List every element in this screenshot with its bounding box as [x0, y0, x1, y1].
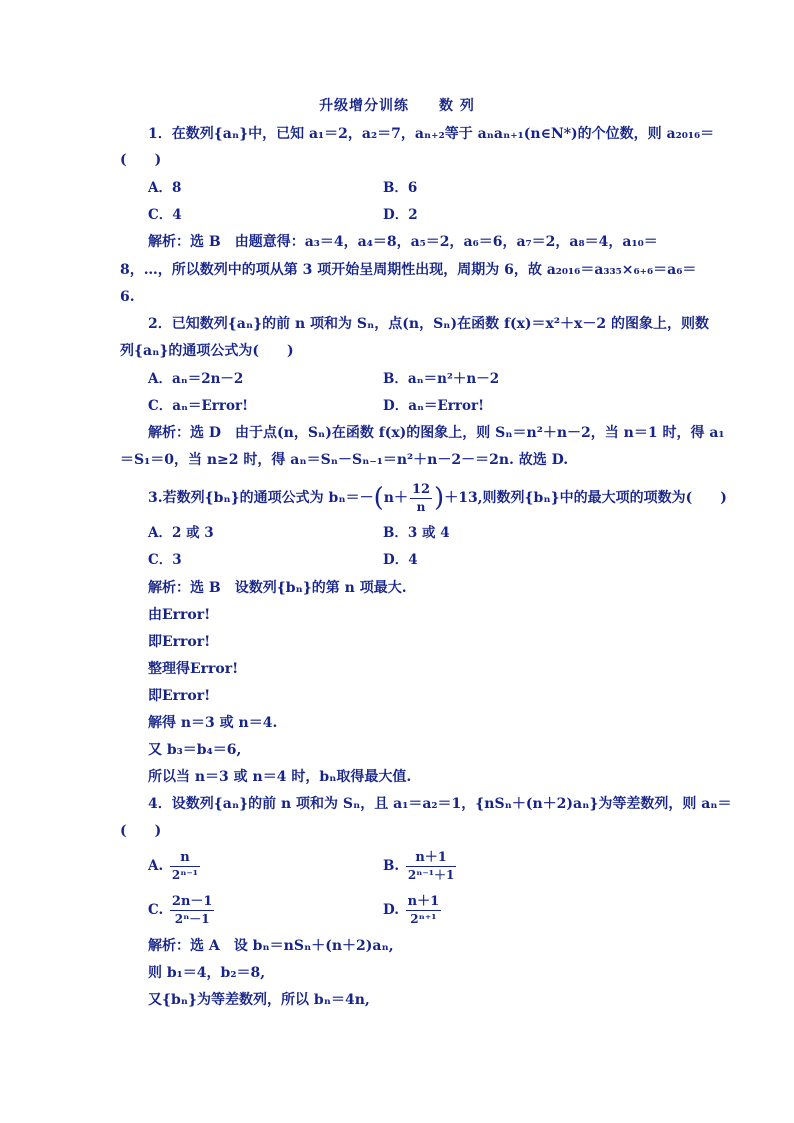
q1-solution-line2: 8，…，所以数列中的项从第 3 项开始呈周期性出现，周期为 6，故 a₂₀₁₆＝a₃₃₅×₆₊₆＝a₆＝: [120, 262, 697, 278]
q2-option-c: C．aₙ＝Error!: [148, 398, 249, 414]
q2-option-d: D．aₙ＝Error!: [383, 398, 485, 414]
q4-option-b-fraction: [406, 850, 457, 883]
q4-option-d-denominator: 2ⁿ⁺¹: [410, 912, 437, 926]
q4-option-a-fraction: [170, 850, 200, 883]
q2-option-b: B．aₙ＝n²＋n－2: [383, 371, 500, 387]
q3-fraction-denominator: n: [416, 499, 426, 514]
q4-option-d: [383, 892, 443, 928]
q4-option-c-numerator: 2n－1: [171, 894, 213, 909]
q3-solution-line3: 即Error!: [148, 634, 211, 650]
q1-option-c: C．4: [148, 207, 182, 223]
q4-option-d-fraction: [406, 894, 442, 927]
q3-open-paren: (: [373, 483, 384, 513]
q4-option-a-denominator: 2ⁿ⁻¹: [171, 868, 199, 882]
q4-solution-line2: 则 b₁＝4，b₂＝8,: [148, 965, 266, 981]
q3-solution-line8: 所以当 n＝3 或 n＝4 时，bₙ取得最大值.: [148, 769, 412, 785]
q4-option-d-numerator: n＋1: [407, 894, 440, 909]
q3-option-c: C．3: [148, 552, 182, 568]
q1-solution-line3: 6.: [120, 289, 135, 305]
q3-solution-line2: 由Error!: [148, 607, 211, 623]
q3-option-a: A．2 或 3: [148, 525, 214, 541]
q3-stem-prefix: 3.若数列{bₙ}的通项公式为 bₙ＝－: [148, 490, 374, 506]
q2-solution-line2: ＝S₁＝0，当 n≥2 时，得 aₙ＝Sₙ－Sₙ₋₁＝n²＋n－2－＝2n. 故选 D.: [120, 452, 569, 468]
q3-option-b: B．3 或 4: [383, 525, 450, 541]
q4-option-d-label: D.: [383, 902, 399, 918]
q4-option-c-fraction: [170, 894, 215, 927]
q3-stem-suffix: ＋13,则数列{bₙ}中的最大项的项数为( ): [444, 490, 727, 506]
q4-option-b: [383, 848, 458, 884]
q4-option-a: [148, 848, 202, 884]
q1-stem-line2: ( ): [120, 152, 162, 168]
q4-option-a-label: A.: [148, 858, 164, 874]
q4-option-b-label: B.: [383, 858, 400, 874]
q1-option-d: D．2: [383, 207, 418, 223]
q4-stem-line1: 4．设数列{aₙ}的前 n 项和为 Sₙ，且 a₁＝a₂＝1，{nSₙ＋(n＋2)aₙ}为等差数列，则 aₙ＝: [148, 796, 732, 812]
q4-option-c-denominator: 2ⁿ－1: [174, 912, 210, 926]
q3-solution-line5: 即Error!: [148, 688, 211, 704]
q2-solution-line1: 解析：选 D 由于点(n，Sₙ)在函数 f(x)的图象上，则 Sₙ＝n²＋n－2，当 n＝1 时，得 a₁: [148, 425, 725, 441]
q4-option-c: [148, 892, 216, 928]
q3-fraction: [410, 482, 432, 515]
q3-solution-line6: 解得 n＝3 或 n＝4.: [148, 715, 278, 731]
q4-solution-line1: 解析：选 A 设 bₙ＝nSₙ＋(n＋2)aₙ,: [148, 938, 394, 954]
q1-stem-line1: 1．在数列{aₙ}中，已知 a₁＝2，a₂＝7，aₙ₊₂等于 aₙaₙ₊₁(n∈N*)的个位数，则 a₂₀₁₆＝: [148, 126, 715, 142]
q2-option-a: A．aₙ＝2n－2: [148, 371, 244, 387]
q4-option-b-denominator: 2ⁿ⁻¹＋1: [407, 868, 455, 882]
q3-option-d: D．4: [383, 552, 418, 568]
q1-option-a: A．8: [148, 180, 182, 196]
q3-solution-line4: 整理得Error!: [148, 661, 239, 677]
q3-solution-line7: 又 b₃＝b₄＝6,: [148, 742, 242, 758]
q3-stem: [148, 480, 727, 516]
q4-option-c-label: C.: [148, 902, 164, 918]
q4-stem-line2: ( ): [120, 823, 162, 839]
q2-stem-line1: 2．已知数列{aₙ}的前 n 项和为 Sₙ，点(n，Sₙ)在函数 f(x)＝x²＋x－2 的图象上，则数: [148, 316, 709, 332]
q2-stem-line2: 列{aₙ}的通项公式为( ): [120, 343, 294, 359]
q1-option-b: B．6: [383, 180, 418, 196]
q1-solution-line1: 解析：选 B 由题意得：a₃＝4，a₄＝8，a₅＝2，a₆＝6，a₇＝2，a₈＝4，a₁₀＝: [148, 234, 658, 250]
q3-solution-line1: 解析：选 B 设数列{bₙ}的第 n 项最大.: [148, 580, 407, 596]
q3-fraction-numerator: 12: [411, 481, 431, 497]
page-title: 升级增分训练 数 列: [319, 98, 475, 114]
q4-option-b-numerator: n＋1: [406, 850, 457, 867]
q4-solution-line3: 又{bₙ}为等差数列，所以 bₙ＝4n,: [148, 992, 370, 1008]
q3-paren-expr: n＋: [383, 490, 408, 506]
q4-option-a-numerator: n: [170, 850, 200, 867]
q3-close-paren: ): [434, 483, 445, 513]
